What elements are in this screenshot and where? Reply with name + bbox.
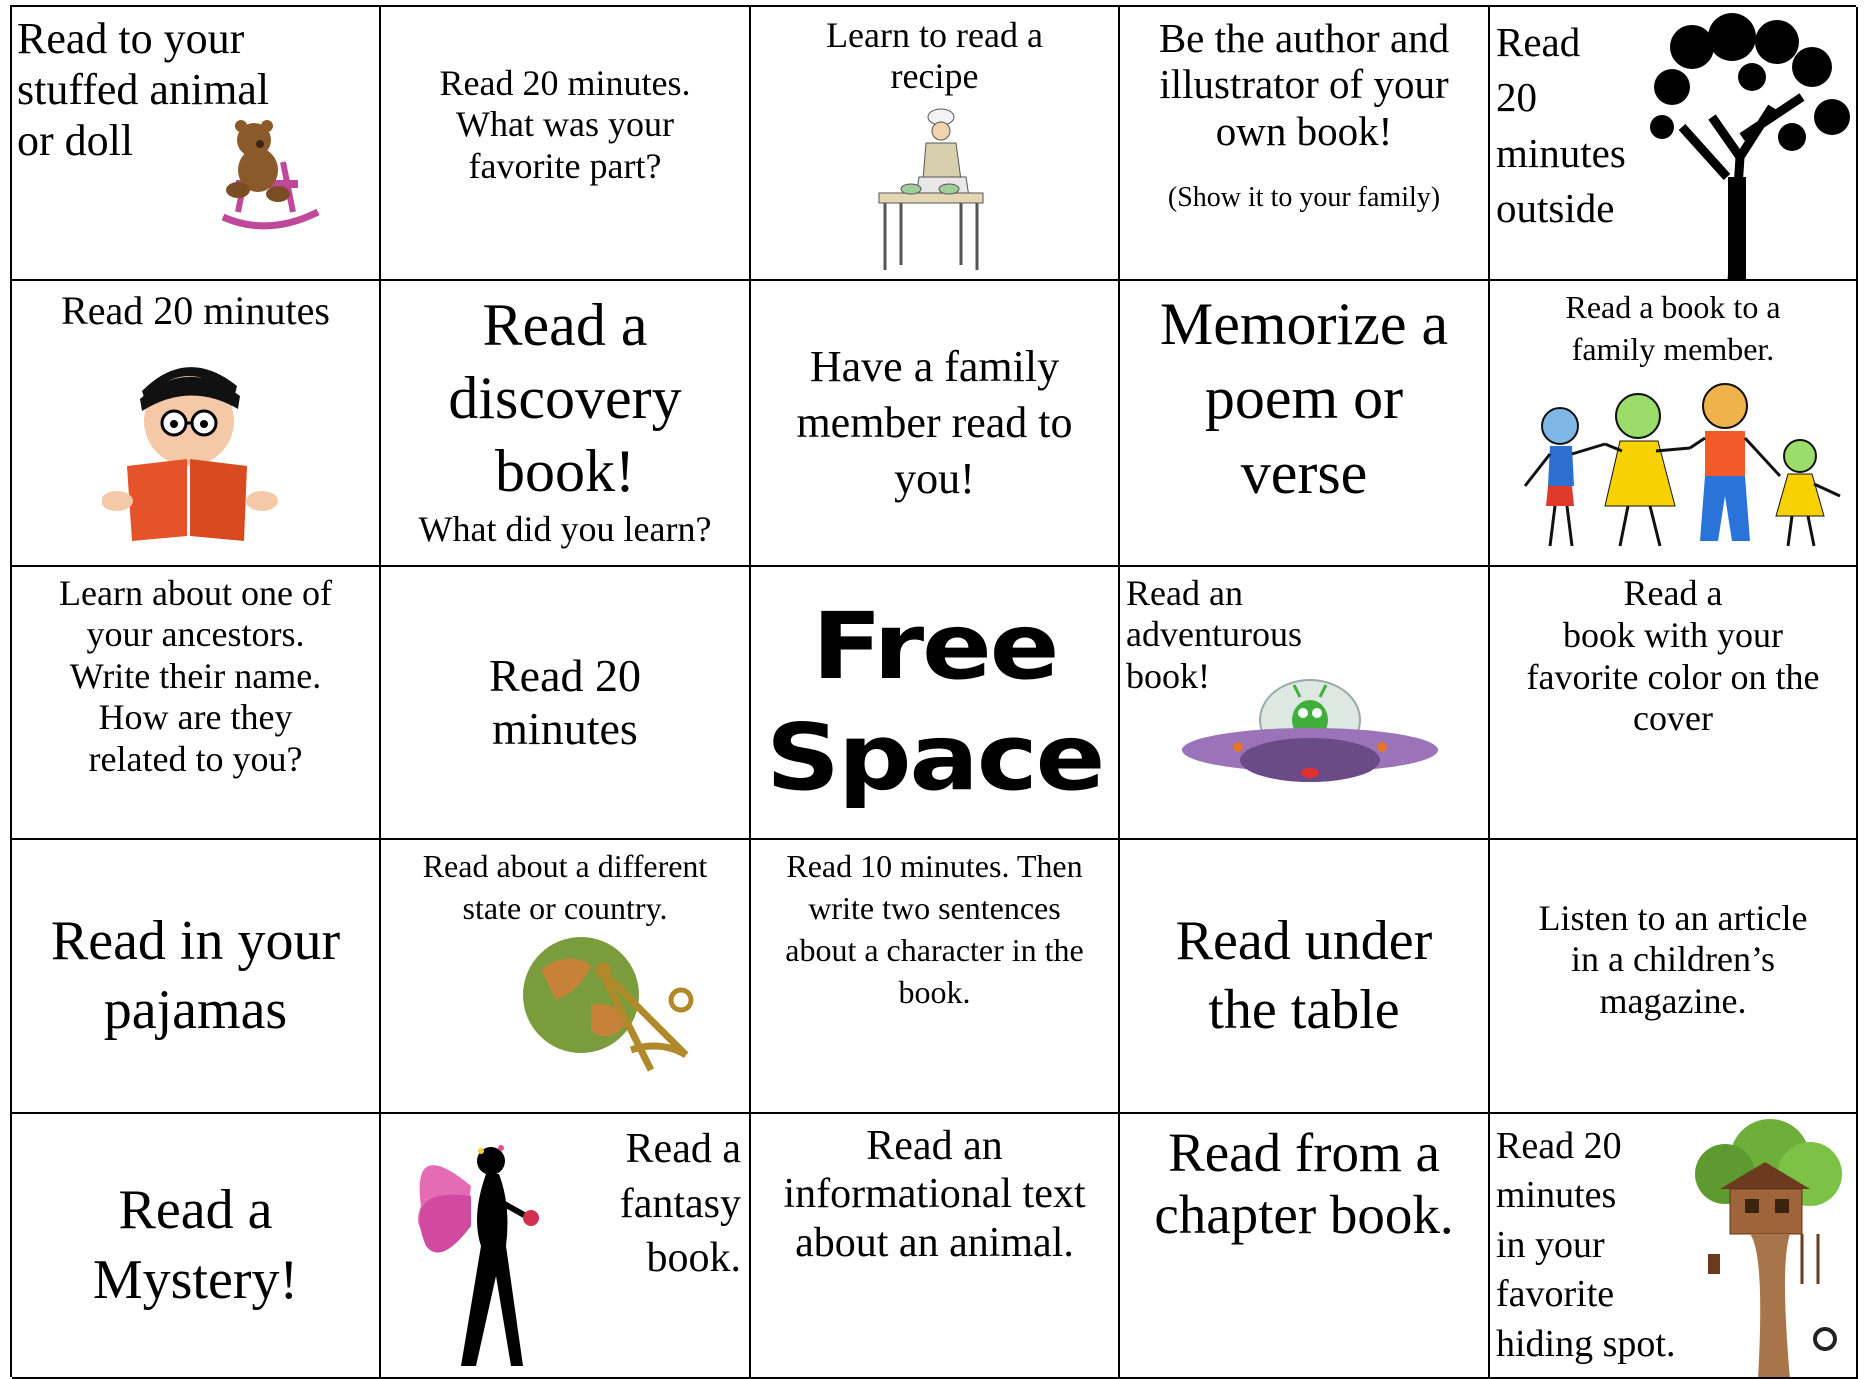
cell-text: Read 20 minutes. What was your favorite part? [439, 63, 691, 186]
bingo-cell-recipe[interactable] [751, 7, 1120, 281]
bingo-cell-read-to-family[interactable] [1490, 281, 1858, 567]
treehouse-icon [1680, 1114, 1850, 1379]
cell-text: Read from a chapter book. [1154, 1122, 1454, 1245]
bingo-cell-state-or-country[interactable] [381, 840, 751, 1114]
bingo-cell-free-space[interactable] [751, 567, 1120, 840]
bingo-cell-mystery[interactable] [12, 1114, 381, 1379]
cell-text: Read 20 minutes in your favorite hiding spot. [1496, 1125, 1676, 1365]
cell-text: Read a Mystery! [92, 1179, 299, 1311]
cell-text: Read 20 minutes [488, 649, 641, 754]
cell-text: Read about a different state or country. [422, 848, 708, 926]
cell-text: Read 20 minutes outside [1496, 19, 1626, 232]
bingo-cell-memorize-poem[interactable] [1120, 281, 1490, 567]
baker-icon [871, 105, 991, 275]
cell-text: Memorize a poem or verse [1159, 291, 1449, 506]
bingo-cell-family-read-to-you[interactable] [751, 281, 1120, 567]
bingo-cell-read-20-boy[interactable] [12, 281, 381, 567]
cell-text: Read 20 minutes [61, 288, 330, 333]
alien-ufo-icon [1180, 675, 1450, 790]
bingo-cell-pajamas[interactable] [12, 840, 381, 1114]
cell-text: Read in your pajamas [50, 909, 341, 1041]
cell-text: Have a family member read to you! [796, 341, 1073, 504]
cell-subtext: (Show it to your family) [1167, 182, 1441, 213]
cell-text: Read an adventurous book! [1126, 573, 1302, 696]
cell-text: Read a book to a family member. [1565, 289, 1781, 367]
bingo-cell-informational-text[interactable] [751, 1114, 1120, 1379]
bingo-cell-read-outside[interactable] [1490, 7, 1858, 281]
bingo-cell-under-the-table[interactable] [1120, 840, 1490, 1114]
cell-text: Read a discovery book! [448, 292, 682, 505]
cell-text: Read a fantasy book. [619, 1126, 741, 1282]
teddy-bear-icon [208, 112, 328, 232]
family-icon [1510, 376, 1850, 556]
globe-sextant-icon [511, 930, 711, 1080]
cell-subtext: What did you learn? [418, 509, 712, 549]
free-space-line1: Free [811, 593, 1058, 701]
cell-text: Read to your stuffed animal or doll [17, 14, 270, 166]
bingo-cell-stuffed-animal[interactable] [12, 7, 381, 281]
cell-text: Read a book with your favorite color on the cover [1526, 573, 1820, 739]
bingo-cell-magazine-article[interactable] [1490, 840, 1858, 1114]
bingo-cell-fantasy-book[interactable] [381, 1114, 751, 1379]
bingo-cell-hiding-spot[interactable] [1490, 1114, 1858, 1379]
bingo-cell-favorite-color-cover[interactable] [1490, 567, 1858, 840]
cell-text: Read 10 minutes. Then write two sentences about a character in the book. [785, 848, 1084, 1010]
bingo-cell-author-illustrator[interactable] [1120, 7, 1490, 281]
bingo-cell-adventurous-book[interactable] [1120, 567, 1490, 840]
cell-text: Listen to an article in a children’s magazine. [1538, 898, 1808, 1021]
cell-text: Learn about one of your ancestors. Write their name. How are they related to you? [59, 573, 332, 779]
bingo-cell-read-20-favorite-part[interactable] [381, 7, 751, 281]
fairy-icon [401, 1126, 561, 1376]
cell-text: Learn to read a recipe [826, 15, 1043, 97]
cell-text: Read an informational text about an animal. [783, 1123, 1086, 1266]
cell-text: Read under the table [1175, 909, 1433, 1041]
bingo-cell-ancestors[interactable] [12, 567, 381, 840]
reading-bingo-board [10, 5, 1856, 1377]
bingo-cell-read-20-minutes[interactable] [381, 567, 751, 840]
bingo-cell-chapter-book[interactable] [1120, 1114, 1490, 1379]
tree-icon [1632, 7, 1858, 281]
free-space-line2: Space [765, 703, 1104, 811]
bingo-cell-two-sentences[interactable] [751, 840, 1120, 1114]
cell-text: Be the author and illustrator of your own book! [1158, 15, 1450, 154]
boy-reading-icon [102, 351, 282, 541]
bingo-cell-discovery-book[interactable] [381, 281, 751, 567]
